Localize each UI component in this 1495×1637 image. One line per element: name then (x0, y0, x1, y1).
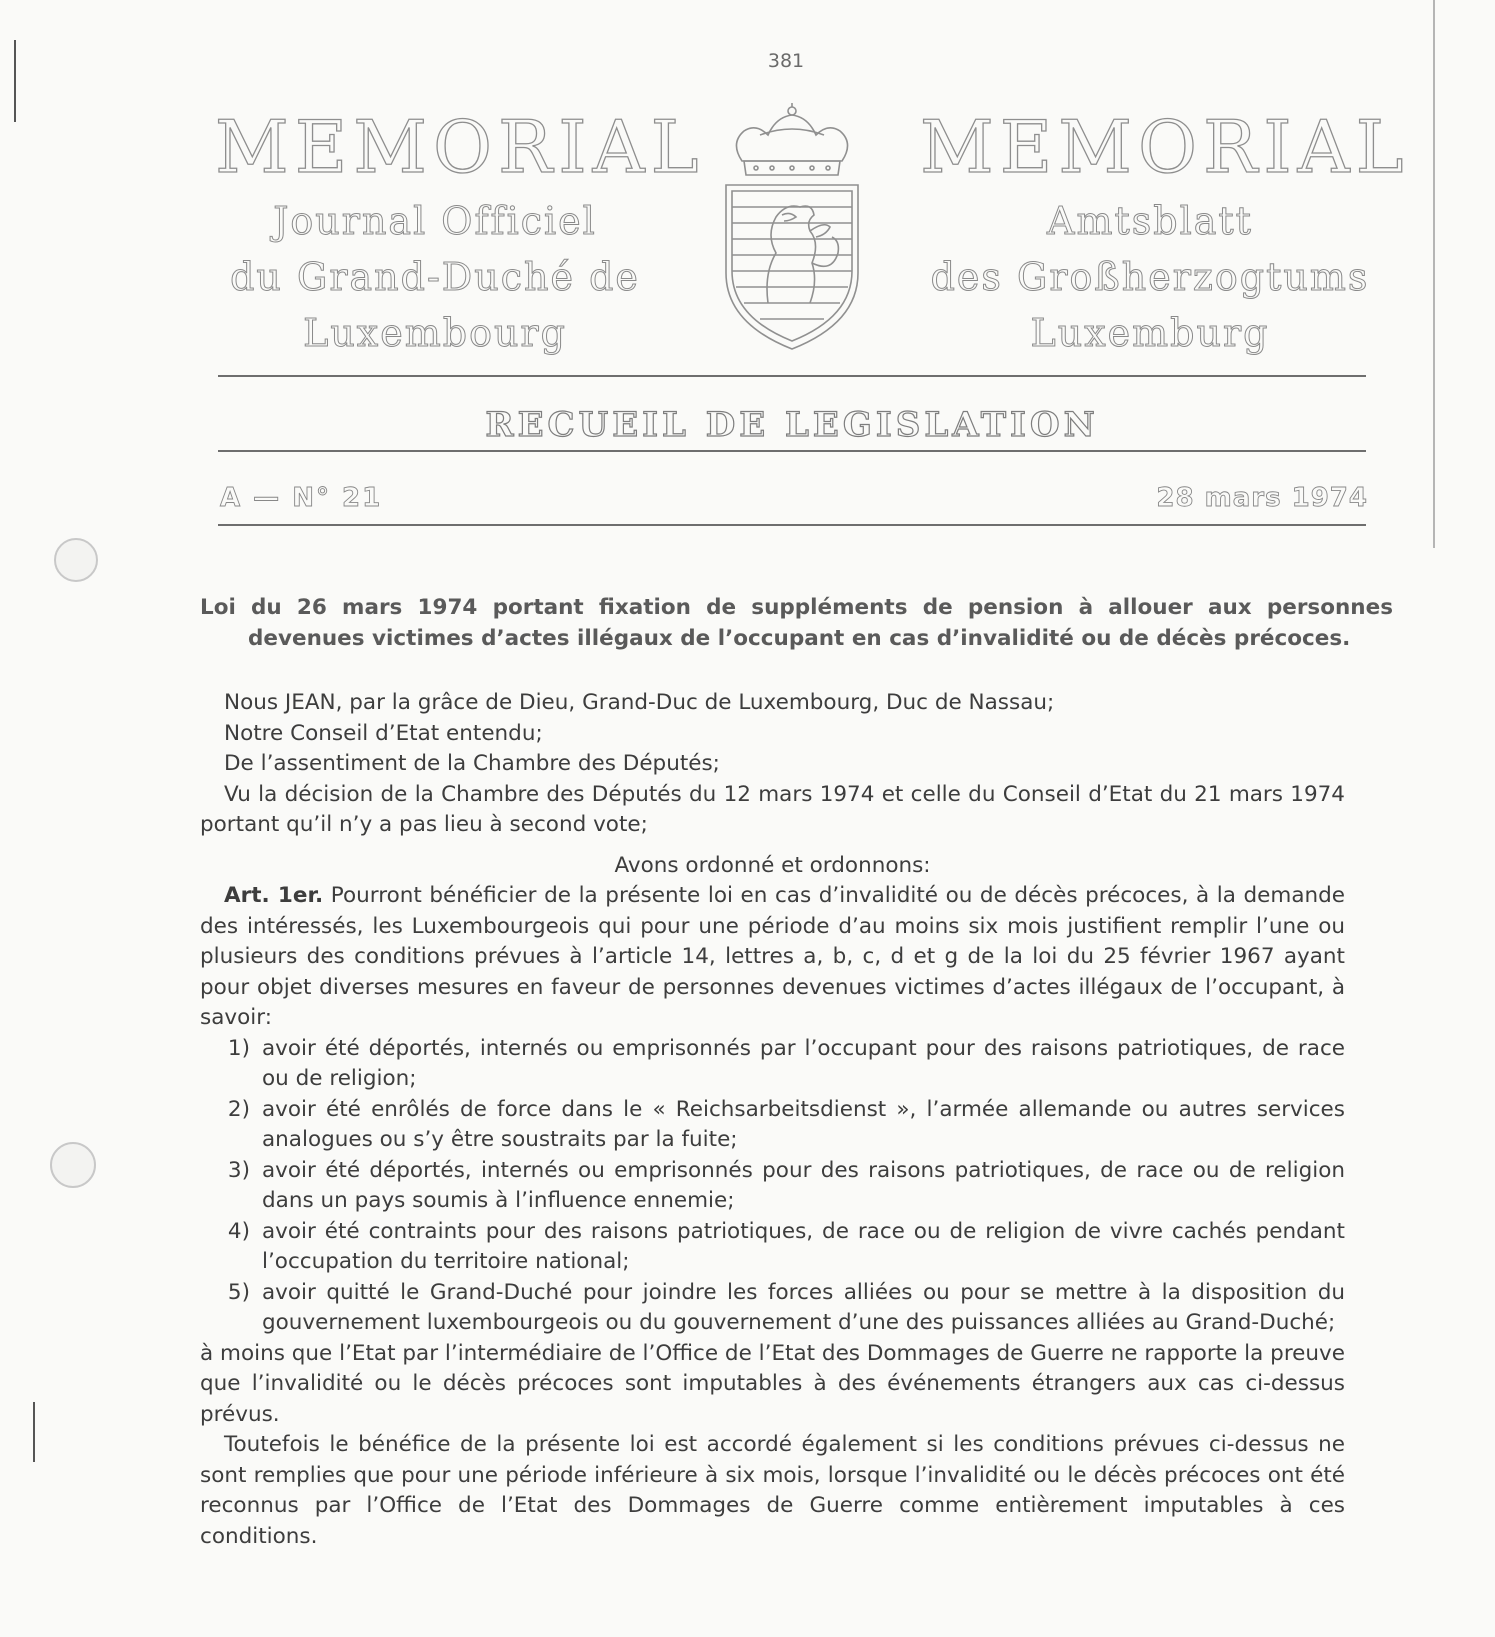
article-1-intro (200, 881, 1345, 1034)
masthead-subtitle-right (925, 193, 1375, 361)
list-item-text: avoir été contraints pour des raisons patriotiques, de race ou de religion de vivre cachés pendant l’occupation du territoire national; (262, 1218, 1345, 1274)
page-edge (1433, 0, 1435, 548)
article-label: Art. 1er. (224, 883, 324, 908)
preamble-line: Nous JEAN, par la grâce de Dieu, Grand-Duc de Luxembourg, Duc de Nassau; (224, 690, 1055, 715)
law-body (200, 688, 1345, 1552)
list-item (200, 1095, 1345, 1156)
masthead-title-left: MEMORIAL (215, 105, 705, 189)
article-1-conclusion: à moins que l’Etat par l’intermédiaire de l’Office de l’Etat des Dommages de Guerre ne rapporte la preuve que l’invalidité ou le décès précoces sont imputables à des événements étrangers aux cas ci-dessus prévus. (200, 1340, 1345, 1427)
list-item-number: 1) (227, 1035, 250, 1061)
masthead-subtitle-left (205, 193, 665, 361)
subtitle-line: Luxembourg (303, 311, 567, 355)
subtitle-line: Amtsblatt (1047, 199, 1253, 243)
list-item (200, 1034, 1345, 1095)
list-item (200, 1217, 1345, 1278)
subtitle-line: des Großherzogtums (930, 255, 1370, 299)
subtitle-line: Luxemburg (1030, 311, 1270, 355)
punch-hole-top (54, 538, 98, 582)
section-title: RECUEIL DE LEGISLATION (485, 405, 1099, 445)
list-item-number: 3) (227, 1157, 250, 1183)
subtitle-line: du Grand-Duché de (230, 255, 640, 299)
list-item-number: 5) (227, 1279, 250, 1305)
issue-date: 28 mars 1974 (1156, 483, 1368, 513)
margin-mark-bottom (33, 1402, 35, 1462)
issue-number: A — N° 21 (220, 483, 383, 513)
enacting-formula: Avons ordonné et ordonnons: (614, 852, 931, 878)
divider (218, 450, 1366, 452)
list-item (200, 1156, 1345, 1217)
law-title: Loi du 26 mars 1974 portant fixation de suppléments de pension à allouer aux personnes devenues victimes d’actes illégaux de l’occupant en cas d’invalidité ou de décès précoces. (200, 595, 1393, 651)
list-item (200, 1278, 1345, 1339)
list-item-number: 4) (227, 1218, 250, 1244)
list-item-text: avoir été déportés, internés ou emprisonnés pour des raisons patriotiques, de race ou de religion dans un pays soumis à l’influence ennemie; (262, 1157, 1345, 1213)
coat-of-arms-icon (720, 103, 865, 353)
list-item-number: 2) (227, 1096, 250, 1122)
list-item-text: avoir été déportés, internés ou emprisonnés par l’occupant pour des raisons patriotiques, de race ou de religion; (262, 1035, 1345, 1091)
article-1-paragraph-2: Toutefois le bénéfice de la présente loi est accordé également si les conditions prévues ci-dessus ne sont remplies que pour une période inférieure à six mois, lorsque l’invalidité ou le décès précoces ont été reconnus par l’Office de l’Etat des Dommages de Guerre comme entièrement imputables à ces conditions. (200, 1432, 1345, 1549)
preamble-line: Vu la décision de la Chambre des Députés du 12 mars 1974 et celle du Conseil d’Etat du 21 mars 1974 portant qu’il n’y a pas lieu à second vote; (200, 781, 1345, 837)
subtitle-line: Journal Officiel (273, 199, 597, 243)
list-item-text: avoir été enrôlés de force dans le « Reichsarbeitsdienst », l’armée allemande ou autres services analogues ou s’y être soustraits par la fuite; (262, 1096, 1345, 1152)
punch-hole-bottom (50, 1142, 96, 1188)
divider (218, 375, 1366, 377)
preamble-line: Notre Conseil d’Etat entendu; (224, 720, 543, 746)
masthead-title-right: MEMORIAL (920, 105, 1410, 189)
preamble-line: De l’assentiment de la Chambre des Députés; (224, 751, 720, 776)
divider (218, 524, 1366, 526)
list-item-text: avoir quitté le Grand-Duché pour joindre les forces alliées ou pour se mettre à la disposition du gouvernement luxembourgeois ou du gouvernement d’une des puissances alliées au Grand-Duché; (262, 1279, 1345, 1335)
page-number: 381 (767, 50, 805, 72)
article-text: Pourront bénéficier de la présente loi en cas d’invalidité ou de décès précoces, à la demande des intéressés, les Luxembourgeois qui pour une période d’au moins six mois justifient remplir l’une ou plusieurs des conditions prévues à l’article 14, lettres a, b, c, d et g de la loi du 25 février 1967 ayant pour objet diverses mesures en faveur de personnes devenues victimes d’actes illégaux de l’occupant, à savoir: (200, 883, 1345, 1030)
